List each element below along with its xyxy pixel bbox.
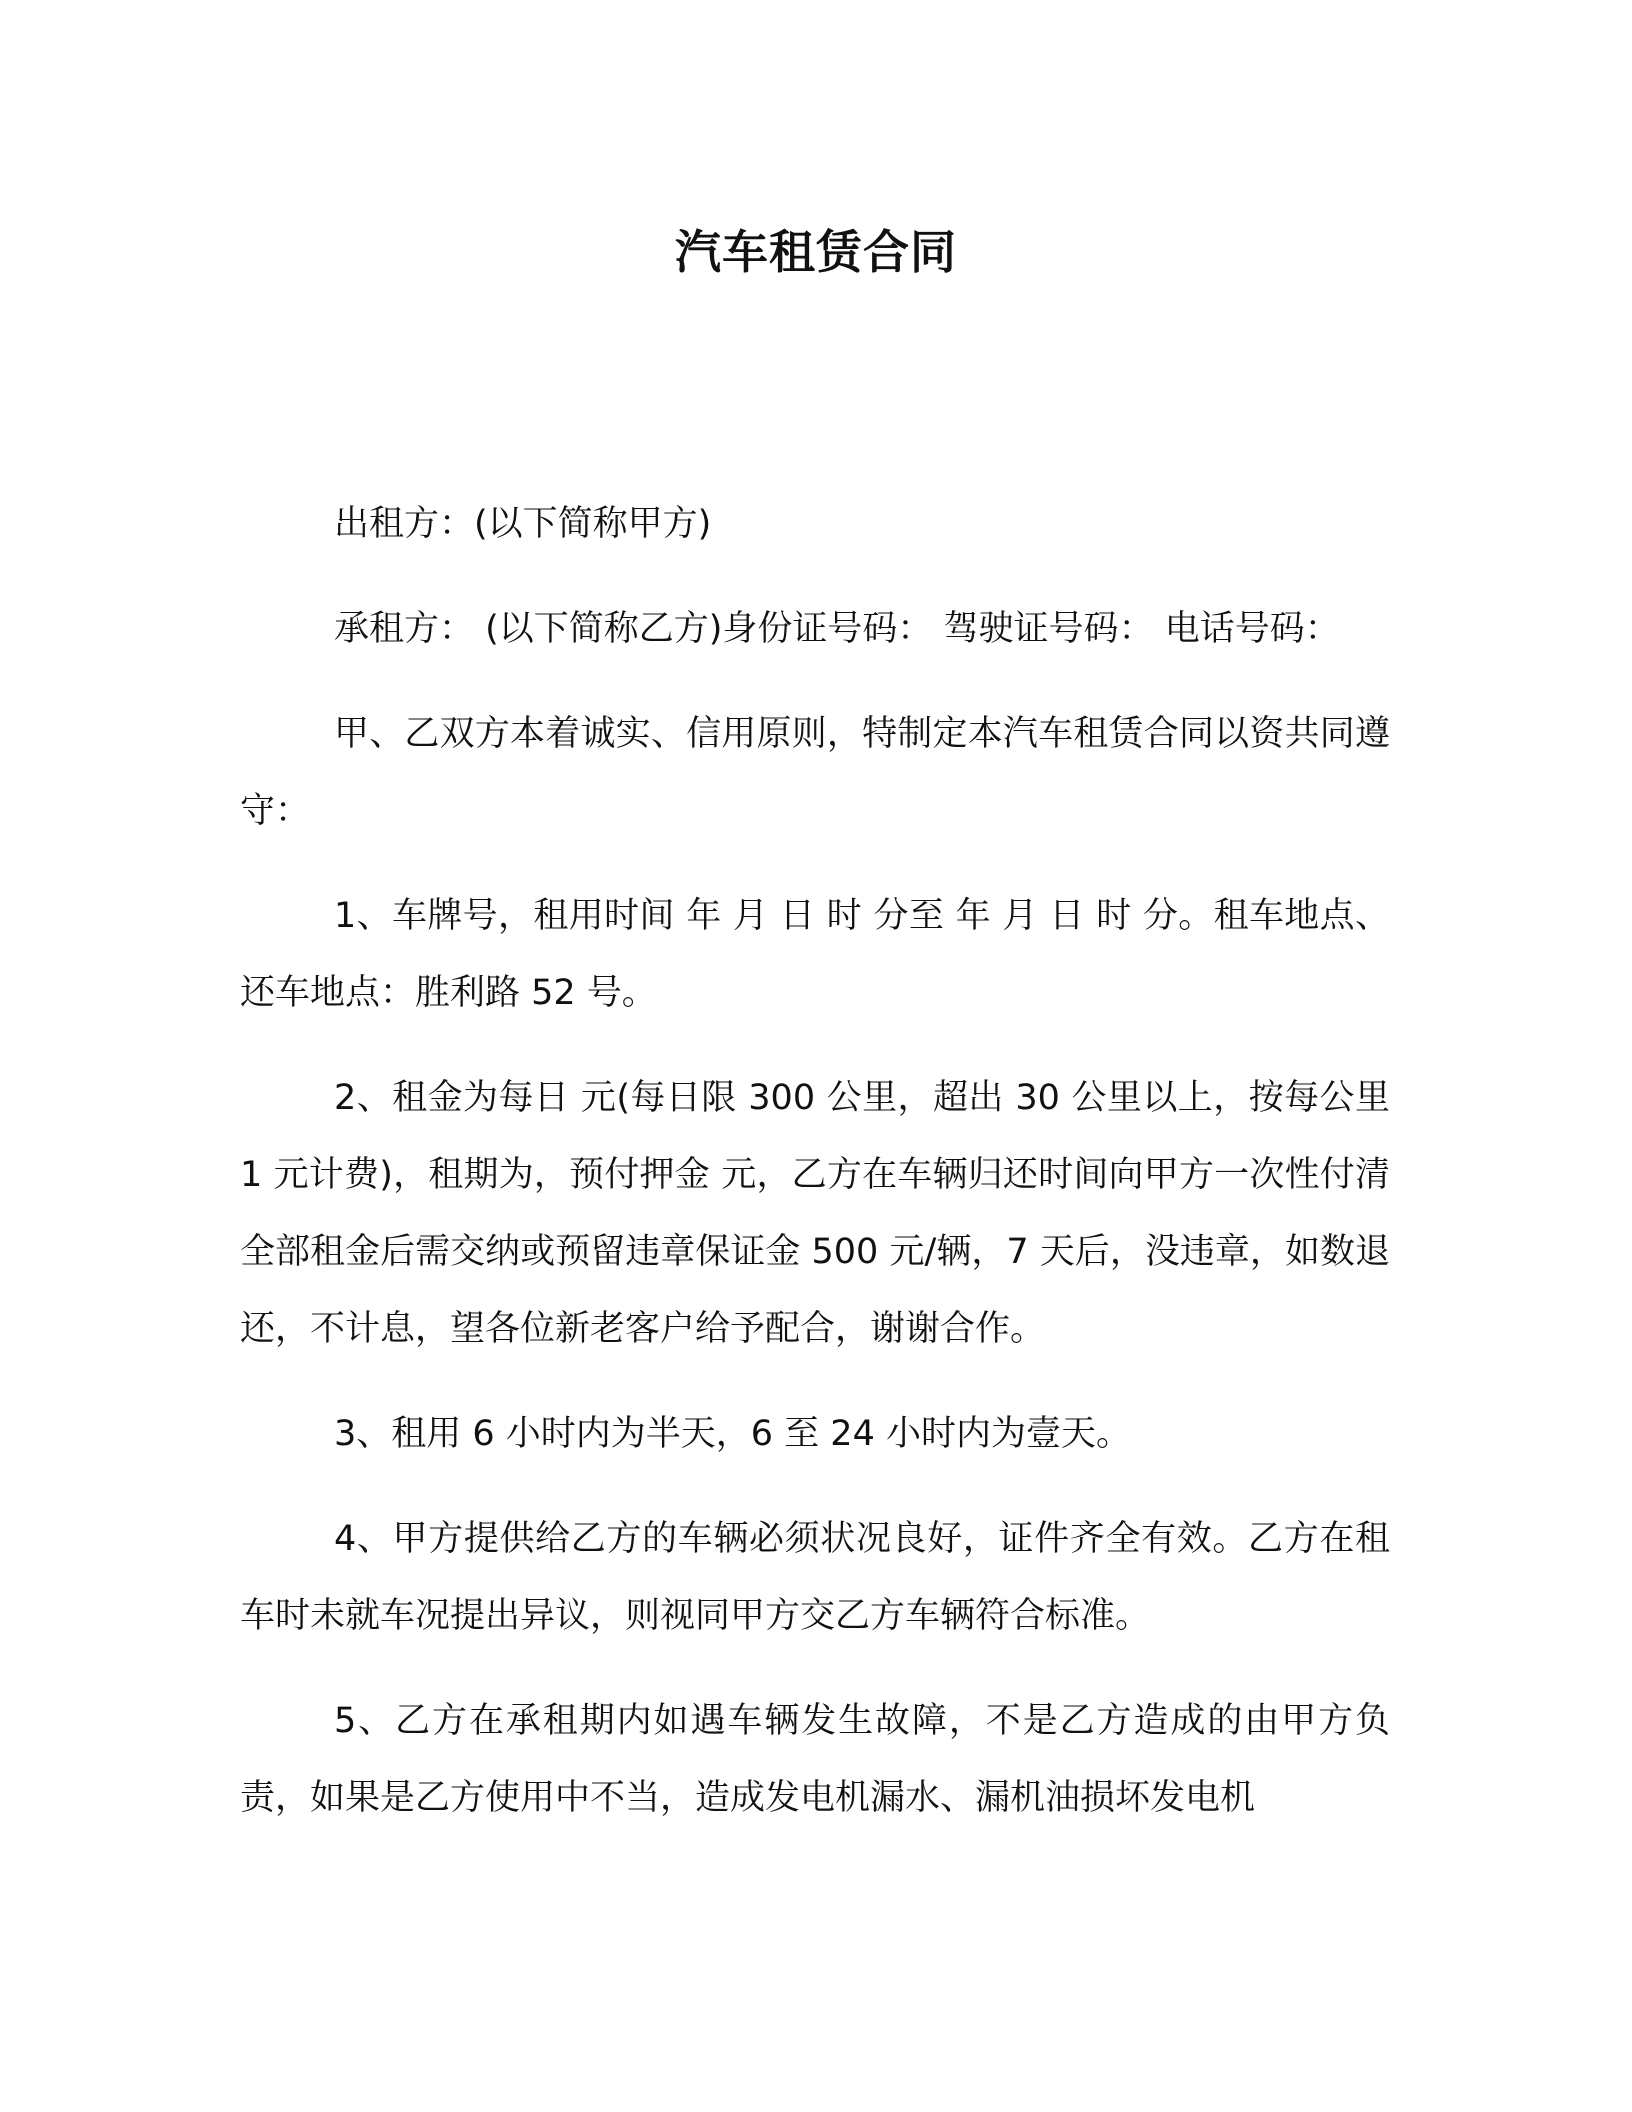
paragraph-clause-4: 4、甲方提供给乙方的车辆必须状况良好，证件齐全有效。乙方在租车时未就车况提出异议，则视同甲方交乙方车辆符合标准。 <box>240 1519 1390 1636</box>
paragraph-clause-3: 3、租用 6 小时内为半天，6 至 24 小时内为壹天。 <box>334 1414 1131 1454</box>
paragraph-lessor: 出租方：(以下简称甲方) <box>334 504 712 544</box>
paragraph-lessee: 承租方： (以下简称乙方)身份证号码： 驾驶证号码： 电话号码： <box>334 609 1340 649</box>
paragraph-clause-1: 1、车牌号，租用时间 年 月 日 时 分至 年 月 日 时 分。租车地点、还车地点：胜利路 52 号。 <box>240 896 1390 1013</box>
document-body <box>240 486 1402 1865</box>
paragraph-clause-2: 2、租金为每日 元(每日限 300 公里，超出 30 公里以上，按每公里 1 元计费)，租期为，预付押金 元，乙方在车辆归还时间向甲方一次性付清全部租金后需交纳或预留违章保证金 500 元/辆，7 天后，没违章，如数退还，不计息，望各位新老客户给予配合，谢谢合作。 <box>240 1078 1402 1349</box>
document-title: 汽车租赁合同 <box>675 225 957 279</box>
paragraph-preamble: 甲、乙双方本着诚实、信用原则，特制定本汽车租赁合同以资共同遵守： <box>240 714 1390 831</box>
paragraph-clause-5: 5、乙方在承租期内如遇车辆发生故障，不是乙方造成的由甲方负责，如果是乙方使用中不当，造成发电机漏水、漏机油损坏发电机 <box>240 1701 1390 1818</box>
